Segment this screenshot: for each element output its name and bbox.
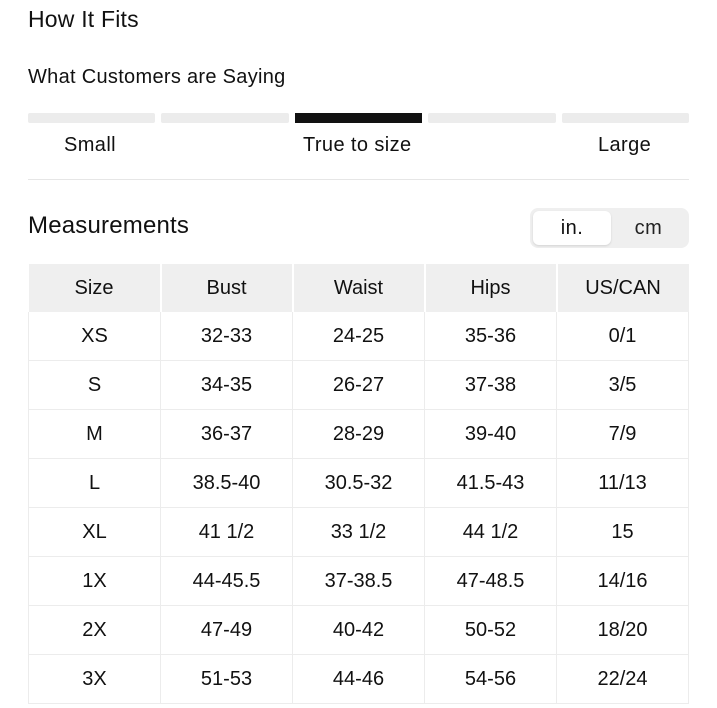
cell-bust: 34-35 bbox=[161, 361, 293, 410]
page-title: How It Fits bbox=[28, 6, 139, 32]
unit-cm-button[interactable]: cm bbox=[634, 217, 663, 239]
cell-size: M bbox=[29, 410, 161, 459]
cell-waist: 33 1/2 bbox=[293, 508, 425, 557]
fit-rating-bar bbox=[28, 113, 689, 123]
cell-waist: 44-46 bbox=[293, 655, 425, 704]
table-row bbox=[29, 361, 689, 410]
unit-inches-button[interactable]: in. bbox=[533, 211, 611, 245]
measurements-title: Measurements bbox=[28, 212, 190, 239]
fit-segment-selected bbox=[295, 113, 422, 123]
column-header-size: Size bbox=[29, 264, 161, 312]
unit-toggle bbox=[530, 208, 689, 248]
cell-bust: 51-53 bbox=[161, 655, 293, 704]
fit-label-true-to-size: True to size bbox=[303, 134, 412, 156]
cell-us-can: 7/9 bbox=[557, 410, 689, 459]
cell-waist: 37-38.5 bbox=[293, 557, 425, 606]
cell-waist: 40-42 bbox=[293, 606, 425, 655]
table-row bbox=[29, 312, 689, 361]
cell-size: 2X bbox=[29, 606, 161, 655]
cell-bust: 47-49 bbox=[161, 606, 293, 655]
cell-waist: 28-29 bbox=[293, 410, 425, 459]
cell-us-can: 18/20 bbox=[557, 606, 689, 655]
table-row bbox=[29, 410, 689, 459]
cell-size: L bbox=[29, 459, 161, 508]
table-row bbox=[29, 508, 689, 557]
cell-bust: 44-45.5 bbox=[161, 557, 293, 606]
cell-bust: 32-33 bbox=[161, 312, 293, 361]
column-header-hips: Hips bbox=[425, 264, 557, 312]
size-chart-table bbox=[28, 264, 689, 704]
cell-size: S bbox=[29, 361, 161, 410]
cell-hips: 39-40 bbox=[425, 410, 557, 459]
column-header-us-can: US/CAN bbox=[557, 264, 689, 312]
column-header-bust: Bust bbox=[161, 264, 293, 312]
cell-hips: 54-56 bbox=[425, 655, 557, 704]
cell-bust: 36-37 bbox=[161, 410, 293, 459]
fit-label-large: Large bbox=[598, 134, 652, 156]
cell-bust: 38.5-40 bbox=[161, 459, 293, 508]
table-row bbox=[29, 606, 689, 655]
cell-us-can: 11/13 bbox=[557, 459, 689, 508]
cell-size: 3X bbox=[29, 655, 161, 704]
cell-hips: 35-36 bbox=[425, 312, 557, 361]
cell-waist: 24-25 bbox=[293, 312, 425, 361]
cell-hips: 44 1/2 bbox=[425, 508, 557, 557]
fit-label-small: Small bbox=[64, 134, 117, 156]
cell-bust: 41 1/2 bbox=[161, 508, 293, 557]
cell-size: 1X bbox=[29, 557, 161, 606]
table-row bbox=[29, 655, 689, 704]
cell-size: XS bbox=[29, 312, 161, 361]
fit-subtitle: What Customers are Saying bbox=[28, 66, 286, 88]
cell-waist: 30.5-32 bbox=[293, 459, 425, 508]
fit-segment bbox=[161, 113, 288, 123]
cell-hips: 47-48.5 bbox=[425, 557, 557, 606]
fit-segment bbox=[28, 113, 155, 123]
table-row bbox=[29, 459, 689, 508]
cell-hips: 37-38 bbox=[425, 361, 557, 410]
cell-us-can: 15 bbox=[557, 508, 689, 557]
table-row bbox=[29, 557, 689, 606]
cell-waist: 26-27 bbox=[293, 361, 425, 410]
section-divider bbox=[28, 179, 689, 180]
column-header-waist: Waist bbox=[293, 264, 425, 312]
fit-segment bbox=[428, 113, 555, 123]
cell-us-can: 22/24 bbox=[557, 655, 689, 704]
cell-size: XL bbox=[29, 508, 161, 557]
table-header-row bbox=[29, 264, 689, 312]
cell-hips: 50-52 bbox=[425, 606, 557, 655]
cell-us-can: 14/16 bbox=[557, 557, 689, 606]
cell-us-can: 0/1 bbox=[557, 312, 689, 361]
fit-segment bbox=[562, 113, 689, 123]
cell-hips: 41.5-43 bbox=[425, 459, 557, 508]
cell-us-can: 3/5 bbox=[557, 361, 689, 410]
